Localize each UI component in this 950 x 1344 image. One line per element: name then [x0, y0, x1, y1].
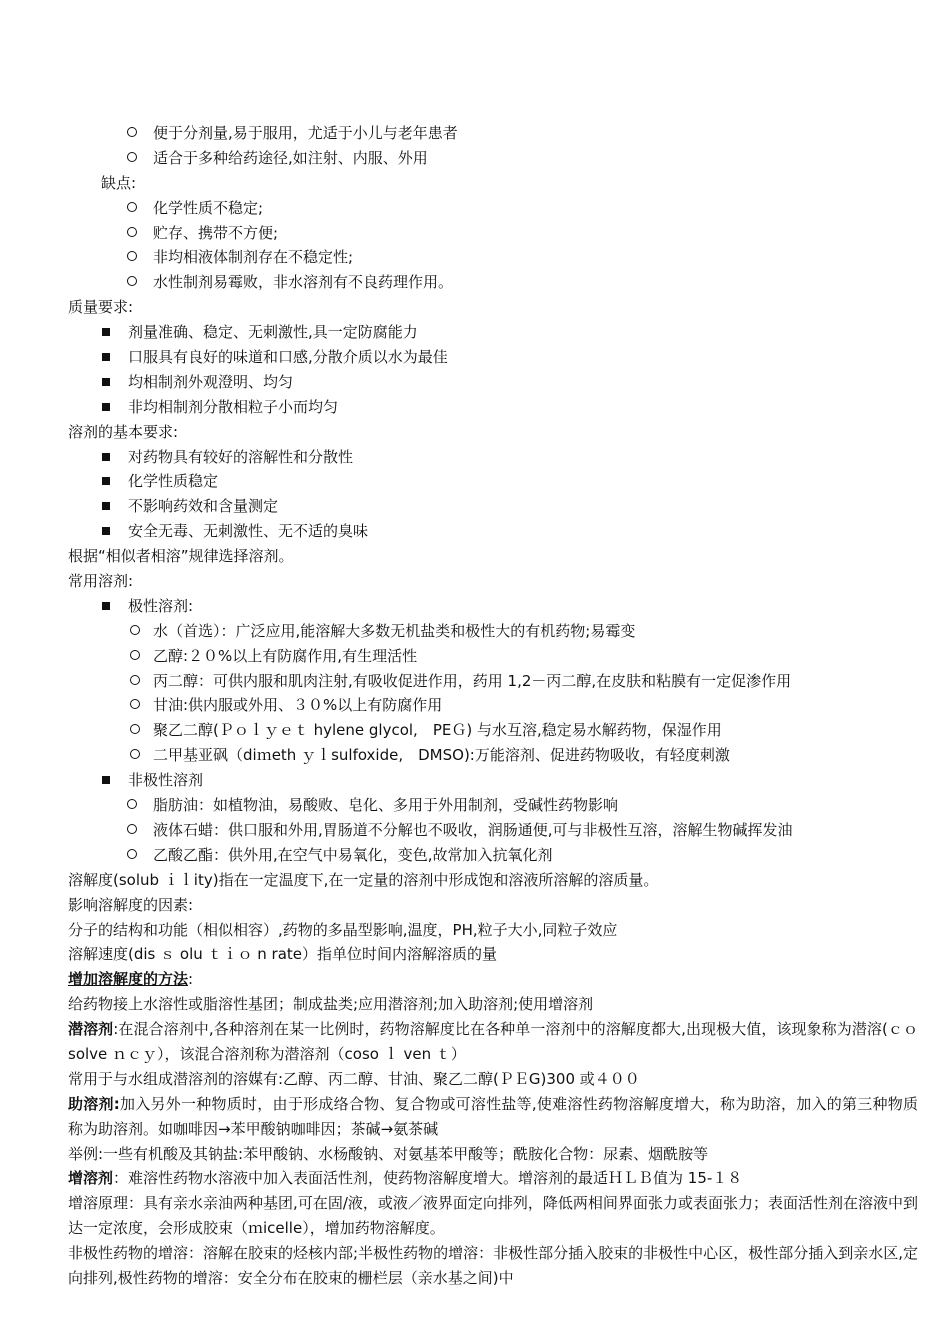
list-item: 非均相制剂分散相粒子小而均匀	[68, 395, 918, 420]
dissolution-rate: 溶解速度(dis ｓ olu ｔｉｏ n rate）指单位时间内溶解溶质的量	[68, 945, 498, 964]
circle-bullet-icon	[127, 849, 137, 859]
list-item: 化学性质不稳定;	[68, 196, 918, 221]
circle-bullet-icon	[127, 276, 137, 286]
circle-bullet-icon	[130, 724, 140, 734]
solubilization-sites: 非极性药物的增溶：溶解在胶束的烃核内部;半极性药物的增溶：非极性部分插入胶束的非极性中心区，极性部分插入到亲水区,定向排列,极性药物的增溶：安全分布在胶束的栅栏层（亲水基之间)中	[68, 1244, 918, 1288]
methods-text: 给药物接上水溶性或脂溶性基团；制成盐类;应用潜溶剂;加入助溶剂;使用增溶剂	[68, 995, 594, 1014]
square-bullet-icon	[102, 453, 110, 461]
list-item: 化学性质稳定	[68, 469, 918, 494]
rule-line: 根据“相似者相溶”规律选择溶剂。	[68, 547, 294, 566]
list-item: 口服具有良好的味道和口感,分散介质以水为最佳	[68, 345, 918, 370]
solubility-definition: 溶解度(solub ｉｌity)指在一定温度下,在一定量的溶剂中形成饱和溶液所溶解的溶质量。	[68, 870, 659, 889]
quality-label: 质量要求:	[68, 298, 134, 317]
circle-bullet-icon	[130, 650, 140, 660]
list-item: 非均相液体制剂存在不稳定性;	[68, 245, 918, 270]
circle-bullet-icon	[130, 749, 140, 759]
circle-bullet-icon	[130, 699, 140, 709]
document-body	[68, 121, 918, 1291]
list-item: 聚乙二醇(Ｐｏｌｙｅｔ hylene glycol, PEＧ) 与水互溶,稳定易水解药物，保湿作用	[68, 718, 918, 743]
list-item: 均相制剂外观澄明、均匀	[68, 370, 918, 395]
factors-label: 影响溶解度的因素:	[68, 895, 194, 914]
solubilization-principle: 增溶原理：具有亲水亲油两种基团,可在固/液，或液／液界面定向排列，降低两相间界面张力或表面张力；表面活性剂在溶液中到达一定浓度，会形成胶束（ｍicelle），增加药物溶解度。	[68, 1194, 918, 1238]
list-item: 甘油:供内服或外用、３０%以上有防腐作用	[68, 693, 918, 718]
circle-bullet-icon	[130, 625, 140, 635]
square-bullet-icon	[102, 776, 110, 784]
list-item: 贮存、携带不方便;	[68, 221, 918, 246]
square-bullet-icon	[102, 353, 110, 361]
list-item: 便于分剂量,易于服用，尤适于小儿与老年患者	[68, 121, 918, 146]
circle-bullet-icon	[127, 202, 137, 212]
list-item: 液体石蜡：供口服和外用,胃肠道不分解也不吸收，润肠通便,可与非极性互溶，溶解生物碱挥发油	[68, 818, 918, 843]
list-item: 对药物具有较好的溶解性和分散性	[68, 445, 918, 470]
square-bullet-icon	[102, 527, 110, 535]
circle-bullet-icon	[127, 227, 137, 237]
square-bullet-icon	[102, 502, 110, 510]
list-item: 非极性溶剂	[68, 768, 918, 793]
list-item: 不影响药效和含量测定	[68, 494, 918, 519]
circle-bullet-icon	[127, 127, 137, 137]
factors-text: 分子的结构和功能（相似相容）,药物的多晶型影响,温度，PH,粒子大小,同粒子效应	[68, 920, 618, 939]
circle-bullet-icon	[127, 251, 137, 261]
list-item: 脂肪油：如植物油，易酸败、皂化、多用于外用制剂，受碱性药物影响	[68, 793, 918, 818]
list-item: 适合于多种给药途径,如注射、内服、外用	[68, 146, 918, 171]
list-item: 极性溶剂:	[68, 594, 918, 619]
list-item: 剂量准确、稳定、无刺激性,具一定防腐能力	[68, 320, 918, 345]
list-item: 丙二醇：可供内服和肌肉注射,有吸收促进作用，药用 1,2－丙二醇,在皮肤和粘膜有一定促渗作用	[68, 669, 918, 694]
circle-bullet-icon	[127, 824, 137, 834]
list-item: 安全无毒、无刺激性、无不适的臭味	[68, 519, 918, 544]
methods-heading: 增加溶解度的方法:	[68, 970, 194, 989]
list-item: 二甲基亚砜（diｍeth ｙｌsulfoxide, DMSO):万能溶剂、促进药物吸收，有轻度刺激	[68, 743, 918, 768]
disadvantages-label: 缺点:	[101, 173, 137, 192]
list-item: 乙酸乙酯：供外用,在空气中易氧化，变色,故常加入抗氧化剂	[68, 843, 918, 868]
common-solvents-label: 常用溶剂:	[68, 572, 134, 591]
square-bullet-icon	[102, 602, 110, 610]
square-bullet-icon	[102, 378, 110, 386]
square-bullet-icon	[102, 403, 110, 411]
list-item: 水性制剂易霉败，非水溶剂有不良药理作用。	[68, 270, 918, 295]
hydrotrope-examples: 举例:一些有机酸及其钠盐:苯甲酸钠、水杨酸钠、对氨基苯甲酸等；酰胺化合物：尿素、烟酰胺等	[68, 1144, 709, 1163]
cosolvent-common: 常用于与水组成潜溶剂的溶媒有:乙醇、丙二醇、甘油、聚乙二醇(ＰＥG)300 或４００	[68, 1069, 640, 1088]
cosolvent-paragraph: 潜溶剂:在混合溶剂中,各种溶剂在某一比例时，药物溶解度比在各种单一溶剂中的溶解度都大,出现极大值，该现象称为潜溶(ｃｏsolve ｎｃｙ），该混合溶剂称为潜溶剂（coso ｌ ven ｔ）	[68, 1020, 918, 1063]
square-bullet-icon	[102, 477, 110, 485]
list-item: 水（首选）：广泛应用,能溶解大多数无机盐类和极性大的有机药物;易霉变	[68, 619, 918, 644]
square-bullet-icon	[102, 328, 110, 336]
list-item: 乙醇:２０%以上有防腐作用,有生理活性	[68, 644, 918, 669]
solubilizer-paragraph: 增溶剂：难溶性药物水溶液中加入表面活性剂，使药物溶解度增大。增溶剂的最适ＨＬＢ值为 15-１８	[68, 1169, 743, 1188]
solvent-requirements-label: 溶剂的基本要求:	[68, 422, 179, 441]
circle-bullet-icon	[127, 799, 137, 809]
hydrotrope-paragraph: 助溶剂:加入另外一种物质时，由于形成络合物、复合物或可溶性盐等,使难溶性药物溶解度增大，称为助溶，加入的第三种物质称为助溶剂。如咖啡因→苯甲酸钠咖啡因；茶碱→氨茶碱	[68, 1094, 918, 1138]
circle-bullet-icon	[130, 675, 140, 685]
circle-bullet-icon	[127, 152, 137, 162]
